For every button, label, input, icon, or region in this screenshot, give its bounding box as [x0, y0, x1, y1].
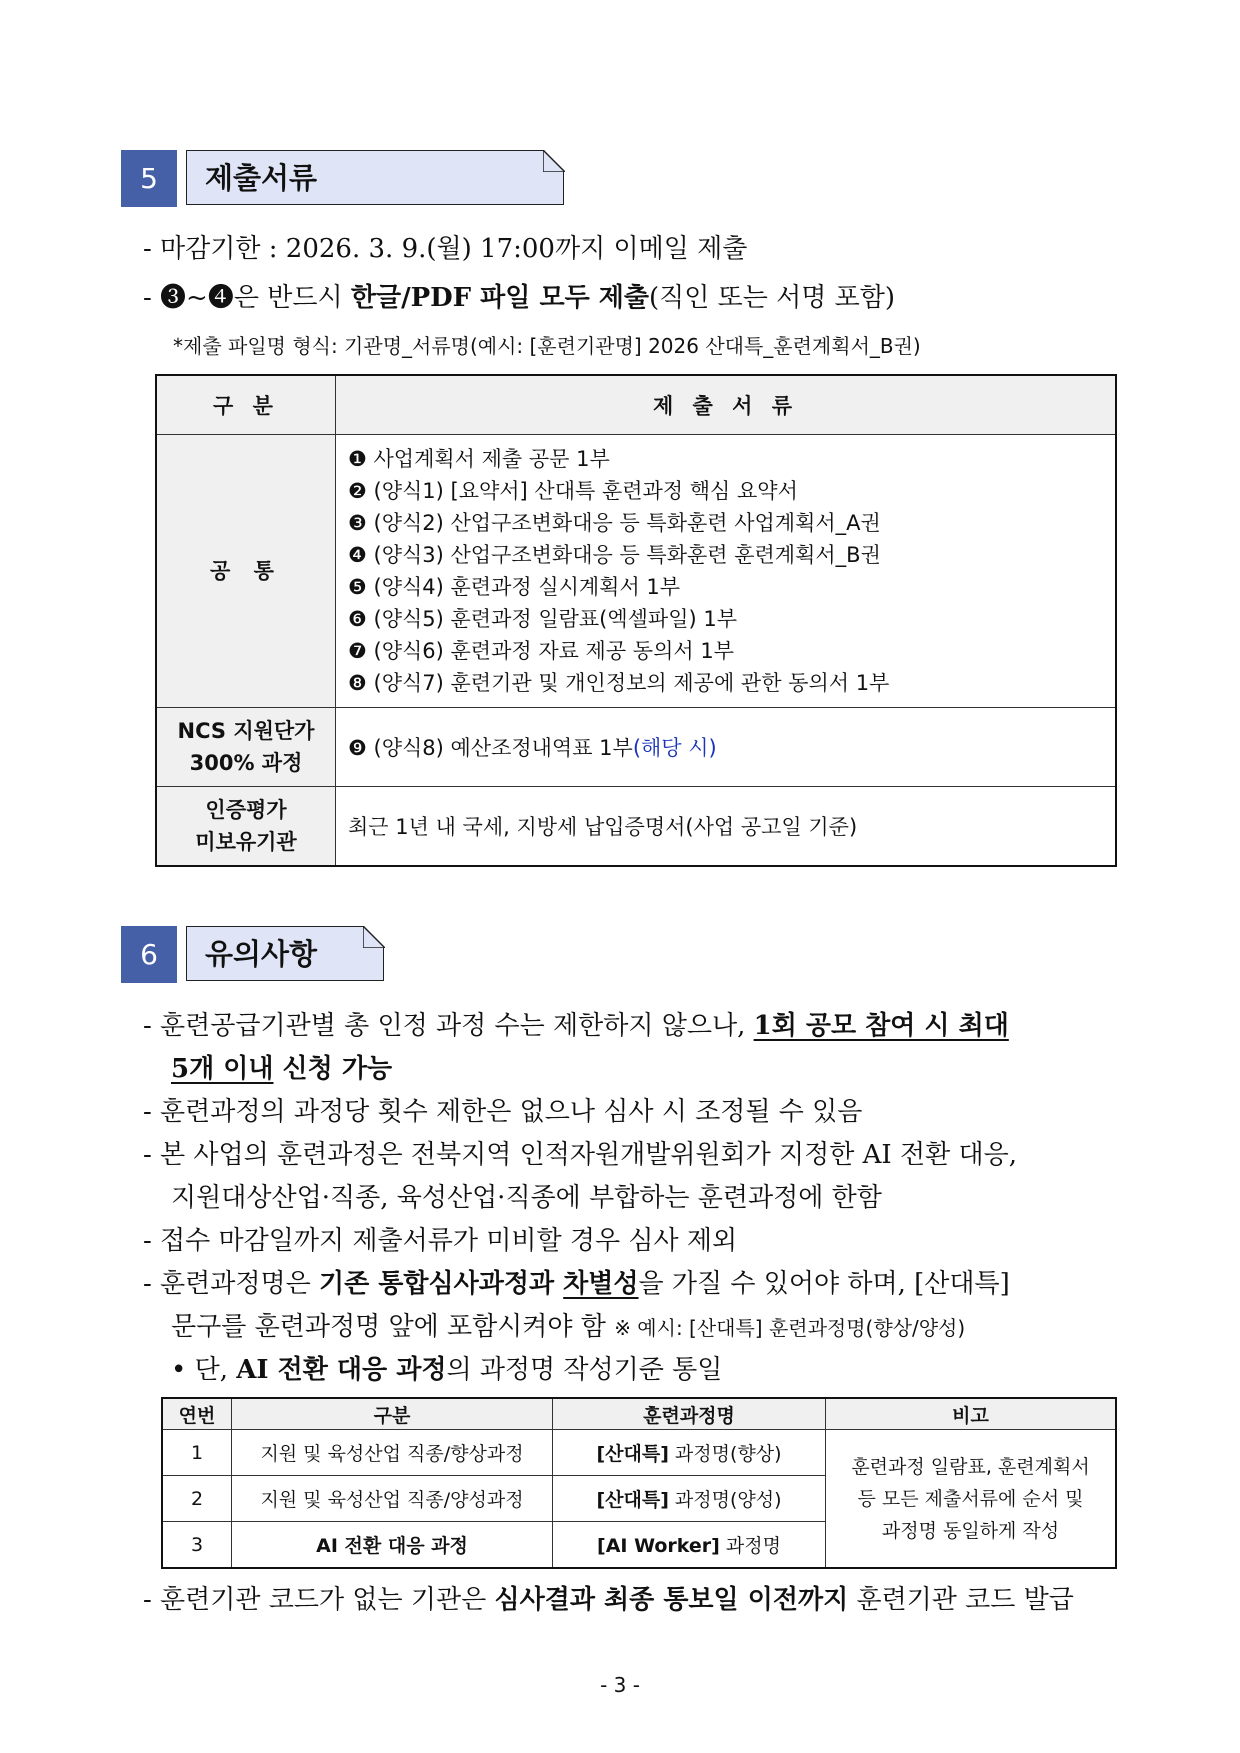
documents-table [155, 374, 1117, 867]
list-item: ❻ (양식5) 훈련과정 일람표(엑셀파일) 1부 [348, 607, 738, 631]
category-cert-line2: 미보유기관 [195, 830, 297, 854]
category-ncs [156, 708, 336, 787]
course-suffix: 과정명(양성) [668, 1489, 782, 1511]
note-6-bold: AI 전환 대응 과정 [236, 1355, 447, 1385]
note-6-tail: 의 과정명 작성기준 통일 [446, 1355, 723, 1385]
list-item: ❽ (양식7) 훈련기관 및 개인정보의 제공에 관한 동의서 1부 [348, 671, 890, 695]
header-category: 구 분 [156, 375, 336, 435]
note-5-line1 [143, 1263, 1010, 1300]
category-common: 공 통 [156, 435, 336, 708]
section-6-title-text: 유의사항 [205, 937, 318, 971]
note-3-line2: 지원대상산업·직종, 육성산업·직종에 부합하는 훈련과정에 한함 [171, 1183, 882, 1213]
note-5-line2 [171, 1306, 965, 1343]
section-5-title [186, 150, 564, 205]
cert-documents: 최근 1년 내 국세, 지방세 납입증명서(사업 공고일 기준) [336, 787, 1117, 867]
header-no: 연번 [162, 1398, 232, 1430]
section-5-number: 5 [121, 150, 177, 207]
note-5-tail: 을 가질 수 있어야 하며, [산대특] [638, 1269, 1010, 1299]
course-prefix: [산대특] [596, 1443, 669, 1465]
note-1-emphasis: 1회 공모 참여 시 최대 [753, 1011, 1009, 1041]
row-type: 지원 및 육성산업 직종/양성과정 [232, 1476, 553, 1522]
row-type: AI 전환 대응 과정 [232, 1522, 553, 1569]
header-type: 구분 [232, 1398, 553, 1430]
row-course-name [553, 1476, 826, 1522]
submit-format-post: (직인 또는 서명 포함) [648, 283, 895, 313]
note-1-line1 [143, 1005, 1009, 1042]
table-row [156, 435, 1116, 708]
course-prefix: [AI Worker] [597, 1535, 720, 1557]
page-fold-icon [543, 150, 565, 172]
row-type: 지원 및 육성산업 직종/향상과정 [232, 1430, 553, 1476]
course-suffix: 과정명(향상) [668, 1443, 782, 1465]
note-line: 등 모든 제출서류에 순서 및 [857, 1487, 1084, 1510]
note-4: - 접수 마감일까지 제출서류가 미비할 경우 심사 제외 [143, 1226, 738, 1256]
page-fold-icon [363, 926, 385, 948]
row-note [826, 1430, 1117, 1569]
table-row [156, 787, 1116, 867]
row-course-name [553, 1522, 826, 1569]
note-line: 과정명 동일하게 작성 [881, 1519, 1060, 1542]
submit-format-pre: - ❸~❹은 반드시 [143, 283, 351, 313]
note-1-emphasis-2: 5개 이내 [171, 1054, 274, 1084]
section-6-number: 6 [121, 926, 177, 983]
note-6-text: • 단, [171, 1355, 237, 1385]
note-2: - 훈련과정의 과정당 횟수 제한은 없으나 심사 시 조정될 수 있음 [143, 1097, 863, 1127]
category-cert-line1: 인증평가 [205, 798, 287, 822]
common-documents [336, 435, 1117, 708]
list-item: ❶ 사업계획서 제출 공문 1부 [348, 447, 610, 471]
list-item: ❹ (양식3) 산업구조변화대응 등 특화훈련 훈련계획서_B권 [348, 543, 881, 567]
note-line: 훈련과정 일람표, 훈련계획서 [851, 1455, 1090, 1478]
row-no: 3 [162, 1522, 232, 1569]
item-note: (해당 시) [632, 736, 717, 760]
course-prefix: [산대특] [596, 1489, 669, 1511]
list-item: ❷ (양식1) [요약서] 산대특 훈련과정 핵심 요약서 [348, 479, 798, 503]
note-7 [143, 1579, 1074, 1616]
note-5-underline: 차별성 [563, 1269, 639, 1299]
deadline-text: - 마감기한 : 2026. 3. 9.(월) 17:00까지 이메일 제출 [143, 234, 748, 264]
note-5-bold: 기존 통합심사과정과 [319, 1269, 564, 1299]
table-header-row [162, 1398, 1116, 1430]
header-course-name: 훈련과정명 [553, 1398, 826, 1430]
table-header-row [156, 375, 1116, 435]
course-suffix: 과정명 [719, 1535, 781, 1557]
course-name-table [161, 1397, 1117, 1569]
header-documents: 제 출 서 류 [336, 375, 1117, 435]
note-7-tail: 훈련기관 코드 발급 [848, 1585, 1074, 1615]
note-5-text: - 훈련과정명은 [143, 1269, 320, 1299]
note-7-text: - 훈련기관 코드가 없는 기관은 [143, 1585, 495, 1615]
note-1-tail: 신청 가능 [273, 1054, 393, 1084]
category-certification [156, 787, 336, 867]
category-ncs-line1: NCS 지원단가 [177, 719, 315, 743]
submit-format-bold: 한글/PDF 파일 모두 제출 [350, 283, 649, 313]
list-item: ❸ (양식2) 산업구조변화대응 등 특화훈련 사업계획서_A권 [348, 511, 881, 535]
note-3-line1: - 본 사업의 훈련과정은 전북지역 인적자원개발위원회가 지정한 AI 전환 대응, [143, 1140, 1017, 1170]
table-row [162, 1430, 1116, 1476]
list-item: ❾ (양식8) 예산조정내역표 1부 [348, 736, 633, 760]
ncs-documents [336, 708, 1117, 787]
note-1-line2 [171, 1048, 392, 1085]
category-ncs-line2: 300% 과정 [189, 751, 303, 775]
note-5-example: ※ 예시: [산대특] 훈련과정명(향상/양성) [614, 1316, 966, 1340]
note-7-bold: 심사결과 최종 통보일 이전까지 [494, 1585, 849, 1615]
filename-note: *제출 파일명 형식: 기관명_서류명(예시: [훈련기관명] 2026 산대특_훈련계획서_B권) [173, 334, 921, 358]
header-note: 비고 [826, 1398, 1117, 1430]
section-6-title [186, 926, 384, 981]
note-5-line2-text: 문구를 훈련과정명 앞에 포함시켜야 함 [171, 1312, 615, 1342]
submit-format-text [143, 277, 895, 314]
row-course-name [553, 1430, 826, 1476]
table-row [156, 708, 1116, 787]
section-5-title-text: 제출서류 [205, 161, 318, 195]
row-no: 2 [162, 1476, 232, 1522]
list-item: ❼ (양식6) 훈련과정 자료 제공 동의서 1부 [348, 639, 734, 663]
list-item: ❺ (양식4) 훈련과정 실시계획서 1부 [348, 575, 681, 599]
row-no: 1 [162, 1430, 232, 1476]
note-6 [171, 1349, 722, 1386]
page-number: - 3 - [600, 1673, 640, 1697]
note-1-text: - 훈련공급기관별 총 인정 과정 수는 제한하지 않으나, [143, 1011, 754, 1041]
